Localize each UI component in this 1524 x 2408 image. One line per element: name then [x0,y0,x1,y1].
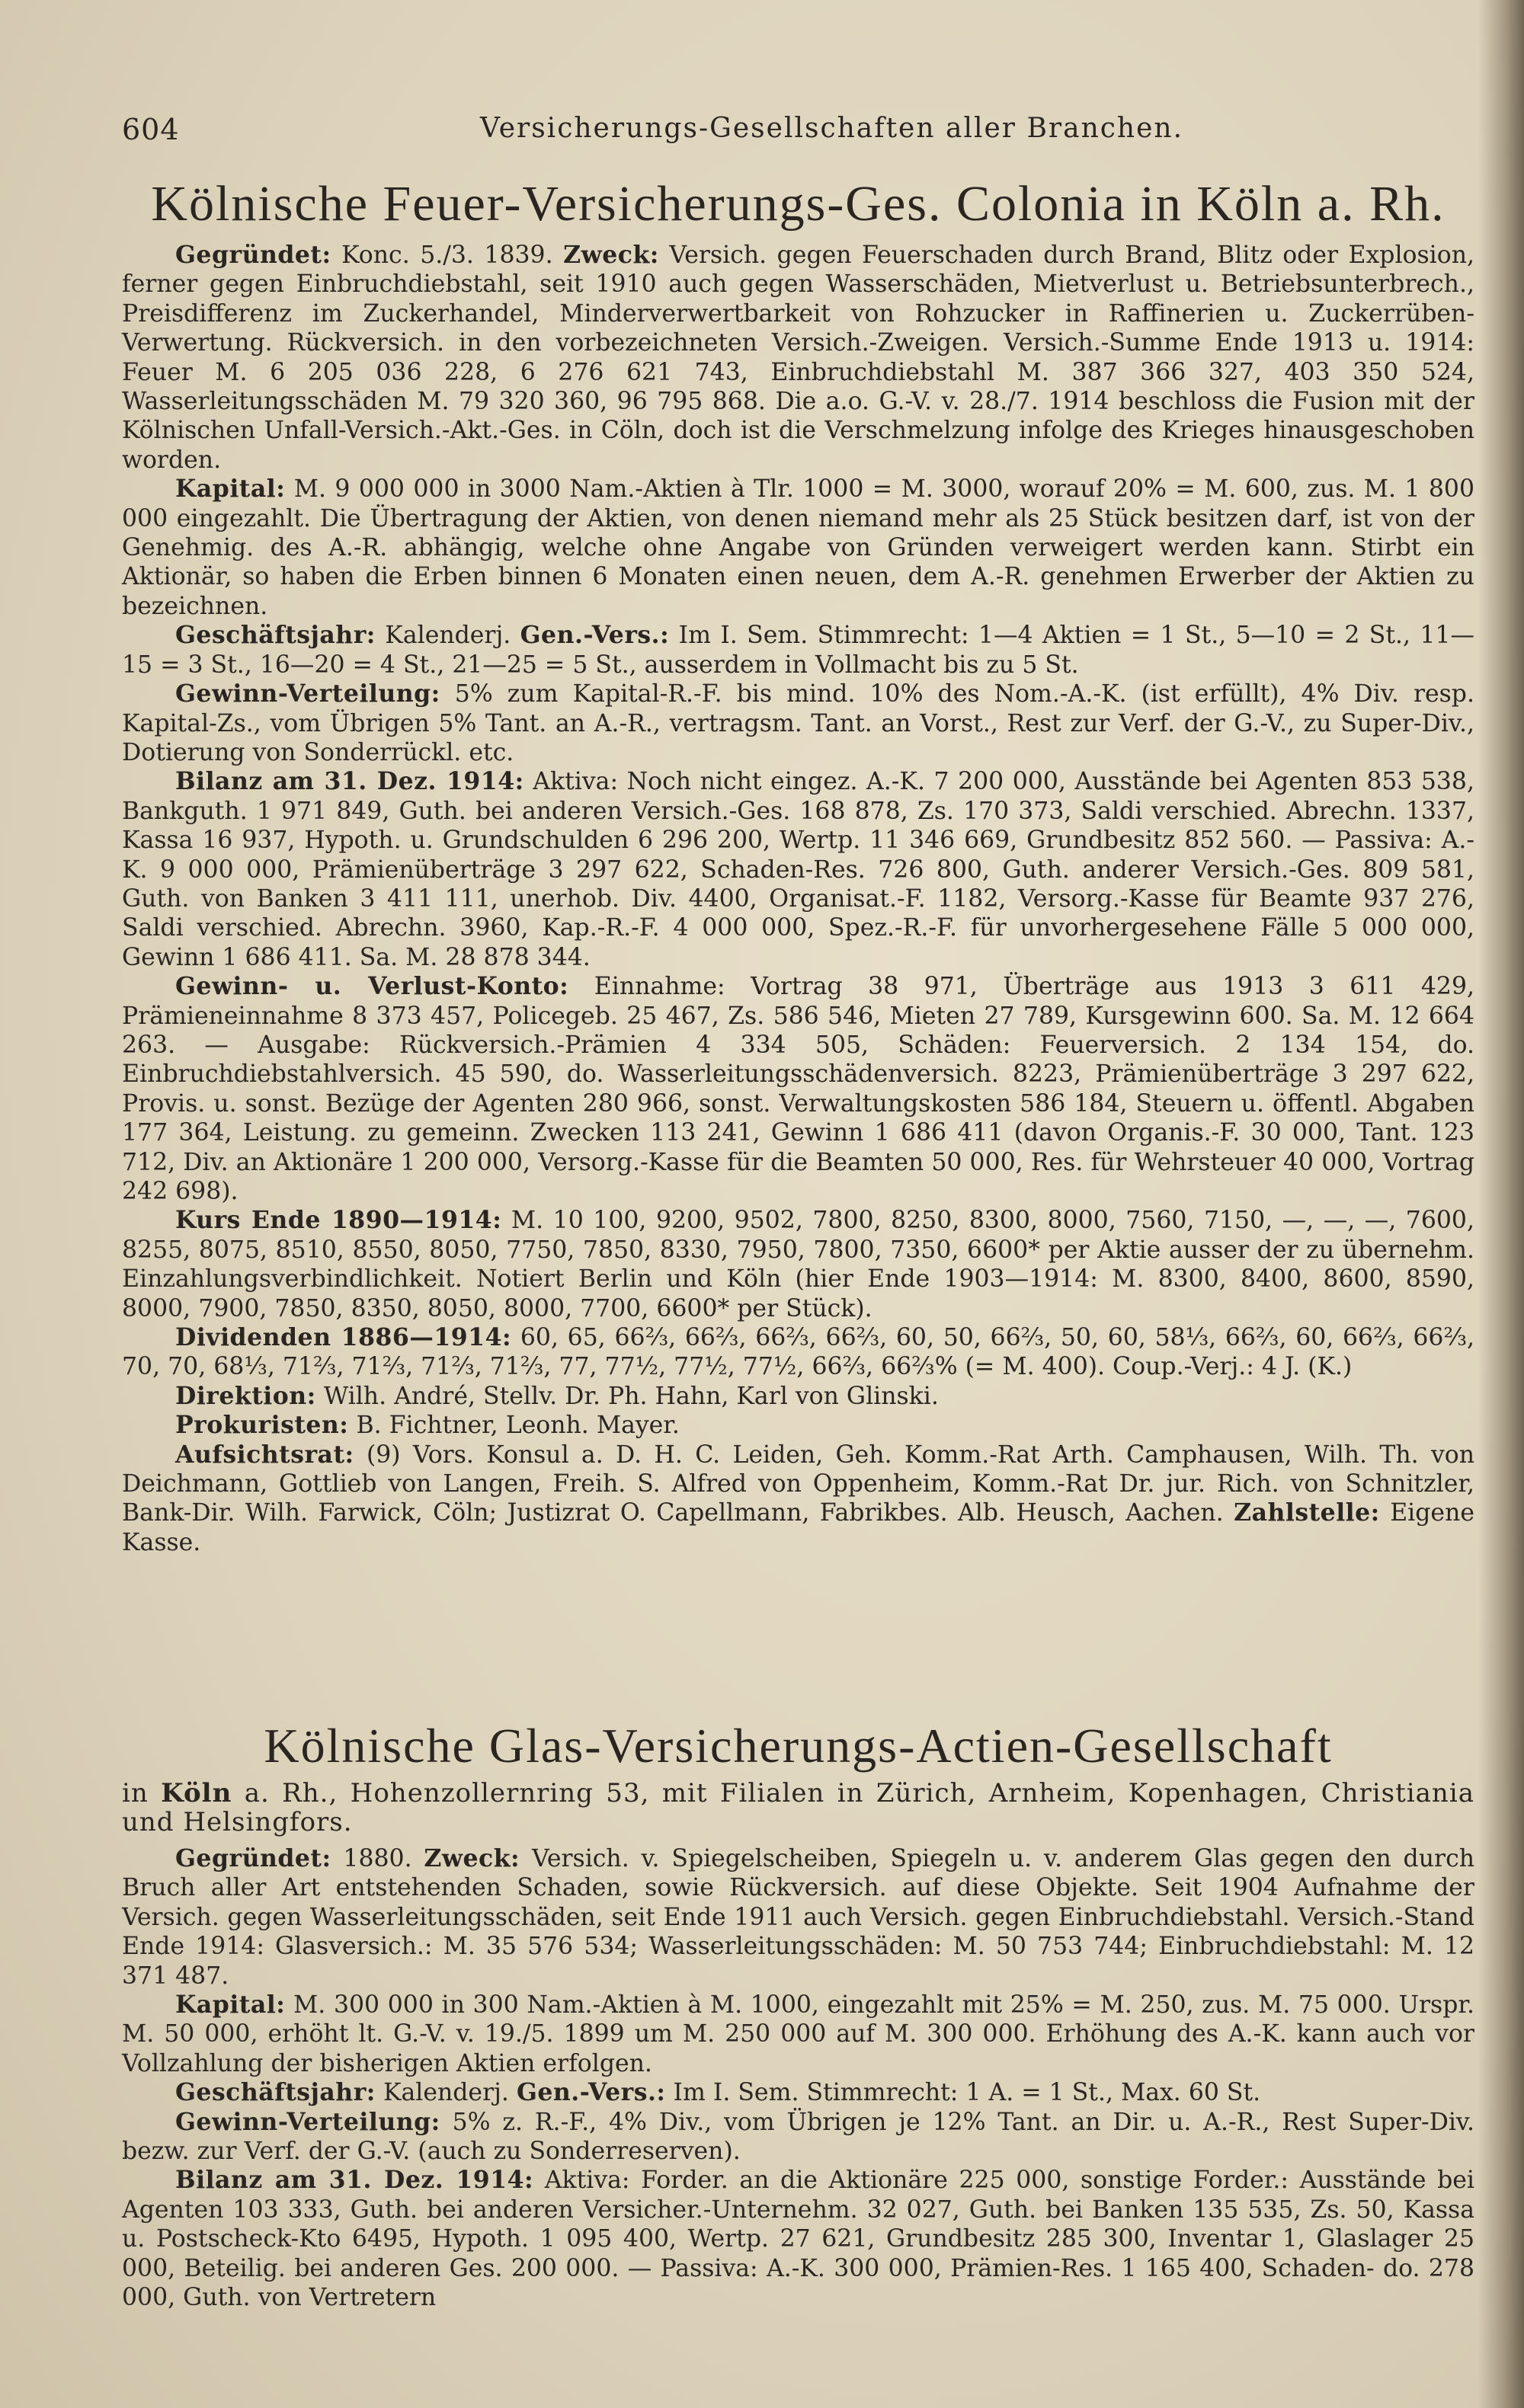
paragraph-label: Aufsichtsrat: [175,1440,354,1469]
paragraph-text: 60, 65, 66⅔, 66⅔, 66⅔, 66⅔, 60, 50, 66⅔, 50, 60, 58⅓, 66⅔, 60, 66⅔, 66⅔, 70, 70, 68⅓, 71⅔, 71⅔, 71⅔, 71⅔, 77, 77½, 77½, 77½, 66⅔, 66⅔% (= M. 400). Coup.-Verj.: 4 J. (K.) [122,1324,1474,1381]
paragraph [122,2108,1474,2167]
paragraph-label: Zahlstelle: [1234,1498,1380,1527]
paragraph [122,972,1474,1206]
paragraph-label: Gegründet: [175,1844,331,1872]
page-number: 604 [122,113,180,146]
paragraph-text: Wilh. André, Stellv. Dr. Ph. Hahn, Karl von Glinski. [315,1382,939,1410]
company-entry-glas [122,1718,1474,2313]
company-title: Kölnische Glas-Versicherungs-Actien-Gesellschaft [264,1719,1333,1773]
paragraph-text: Kalenderj. [375,2079,517,2107]
subtitle-prefix: in [122,1778,162,1808]
paragraph-label: Geschäftsjahr: [175,2078,376,2107]
paragraph-label: Dividenden 1886—1914: [175,1323,512,1352]
paragraph-text: 5% z. R.-F., 4% Div., vom Übrigen je 12% Tant. an Dir. u. A.-R., Rest Super-Div. bezw. zur Verf. der G.-V. (auch zu Sonderreserven). [122,2108,1474,2166]
company-paragraphs [122,241,1474,1557]
paragraph-text: Im I. Sem. Stimmrecht: 1—4 Aktien = 1 St., 5—10 = 2 St., 11—15 = 3 St., 16—20 = 4 St., 21—25 = 5 St., ausserdem in Vollmacht bis zu 5 St. [122,622,1474,679]
subtitle-rest: a. Rh., Hohenzollernring 53, mit Filialen in Zürich, Arnheim, Kopenhagen, Christiania und Helsingfors. [122,1778,1474,1837]
paragraph-text: M. 9 000 000 in 3000 Nam.-Aktien à Tlr. 1000 = M. 3000, worauf 20% = M. 600, zus. M. 1 800 000 eingezahlt. Die Übertragung der Aktien, von denen niemand mehr als 25 Stück besitzen darf, ist von der Genehmig. des A.-R. abhängig, welche ohne Angabe von Gründen verweigert werden kann. Stirbt ein Aktionär, so haben die Erben binnen 6 Monaten einen neuen, dem A.-R. genehmen Erwerber der Aktien zu bezeichnen. [122,475,1474,620]
paragraph-text: Aktiva: Forder. an die Aktionäre 225 000, sonstige Forder.: Ausstände bei Agenten 103 333, Guth. bei anderen Versicher.-Unternehm. 32 027, Guth. bei Banken 135 535, Zs. 50, Kassa u. Postscheck-Kto 6495, Hypoth. 1 095 400, Wertp. 27 621, Grundbesitz 285 300, Inventar 1, Glaslager 25 000, Beteilig. bei anderen Ges. 200 000. — Passiva: A.-K. 300 000, Prämien-Res. 1 165 400, Schaden- do. 278 000, Guth. von Vertretern [122,2167,1474,2312]
running-head: Versicherungs-Gesellschaften aller Branchen. [480,113,1184,144]
paragraph [122,767,1474,972]
paragraph-label: Gewinn-Verteilung: [175,680,440,708]
paragraph-text: Eigene Kasse. [122,1499,1474,1556]
paragraph-text: Im I. Sem. Stimmrecht: 1 A. = 1 St., Max. 60 St. [665,2079,1261,2107]
paragraph [122,475,1474,621]
paragraph-label: Gen.-Vers.: [520,621,670,650]
page-header [122,113,1478,158]
paragraph-text: 5% zum Kapital-R.-F. bis mind. 10% des Nom.-A.-K. (ist erfüllt), 4% Div. resp. Kapital-Zs., vom Übrigen 5% Tant. an A.-R., vertragsm. Tant. an Vorst., Rest zur Verf. der G.-V., zu Super-Div., Dotierung von Sonderrückl. etc. [122,680,1474,766]
paragraph [122,241,1474,475]
paragraph-text: Versich. v. Spiegelscheiben, Spiegeln u. v. anderem Glas gegen den durch Bruch aller Art entstehenden Schaden, sowie Rückversich. auf diese Objekte. Seit 1904 Aufnahme der Versich. gegen Wasserleitungsschäden, seit Ende 1911 auch Versich. gegen Einbruchdiebstahl. Versich.-Stand Ende 1914: Glasversich.: M. 35 576 534; Wasserleitungsschäden: M. 50 753 744; Einbruchdiebstahl: M. 12 371 487. [122,1845,1474,1990]
paragraph-text: (9) Vors. Konsul a. D. H. C. Leiden, Geh. Komm.-Rat Arth. Camphausen, Wilh. Th. von Deichmann, Gottlieb von Langen, Freih. S. Alfred von Oppenheim, Komm.-Rat Dr. jur. Rich. von Schnitzler, Bank-Dir. Wilh. Farwick, Cöln; Justizrat O. Capellmann, Fabrikbes. Alb. Heusch, Aachen. [122,1441,1474,1527]
paragraph-label: Bilanz am 31. Dez. 1914: [175,2166,534,2195]
paragraph [122,680,1474,767]
paragraph-text: Konc. 5./3. 1839. [331,241,564,269]
company-title: Kölnische Feuer-Versicherungs-Ges. Colonia in Köln a. Rh. [151,176,1446,232]
paragraph-label: Zweck: [563,241,659,269]
paragraph-text: M. 300 000 in 300 Nam.-Aktien à M. 1000, eingezahlt mit 25% = M. 250, zus. M. 75 000. Urspr. M. 50 000, erhöht lt. G.-V. v. 19./5. 1899 um M. 250 000 auf M. 300 000. Erhöhung des A.-K. kann auch vor Vollzahlung der bisherigen Aktien erfolgen. [122,1991,1474,2077]
paragraph [122,2078,1474,2107]
paragraph [122,1441,1474,1558]
paragraph-label: Bilanz am 31. Dez. 1914: [175,767,524,796]
page-edge-shadow [1478,0,1524,2408]
paragraph [122,2166,1474,2312]
paragraph-label: Gewinn- u. Verlust-Konto: [175,972,569,1001]
paragraph-text: Einnahme: Vortrag 38 971, Überträge aus 1913 3 611 429, Prämieneinnahme 8 373 457, Policegeb. 25 467, Zs. 586 546, Mieten 27 789, Kursgewinn 600. Sa. M. 12 664 263. — Ausgabe: Rückversich.-Prämien 4 334 505, Schäden: Feuerversich. 2 134 154, do. Einbruchdiebstahlversich. 45 590, do. Wasserleitungsschädenversich. 8223, Prämienüberträge 3 297 622, Provis. u. sonst. Bezüge der Agenten 280 966, sonst. Verwaltungskosten 586 184, Steuern u. öffentl. Abgaben 177 364, Leistung. zu gemeinn. Zwecken 113 241, Gewinn 1 686 411 (davon Organis.-F. 30 000, Tant. 123 712, Div. an Aktionäre 1 200 000, Versorg.-Kasse für die Beamten 50 000, Res. für Wehrsteuer 40 000, Vortrag 242 698). [122,973,1475,1205]
paragraph-label: Zweck: [424,1844,520,1872]
paragraph-label: Gewinn-Verteilung: [175,2107,440,2136]
paragraph [122,1991,1474,2078]
paragraph-label: Kapital: [175,1991,286,2019]
paragraph-label: Prokuristen: [175,1411,349,1440]
paragraph-text: Aktiva: Noch nicht eingez. A.-K. 7 200 000, Ausstände bei Agenten 853 538, Bankguth. 1 971 849, Guth. bei anderen Versich.-Ges. 168 878, Zs. 170 373, Saldi verschied. Abrechn. 1337, Kassa 16 937, Hypoth. u. Grundschulden 6 296 200, Wertp. 11 346 669, Grundbesitz 852 560. — Passiva: A.-K. 9 000 000, Prämienüberträge 3 297 622, Schaden-Res. 726 800, Guth. anderer Versich.-Ges. 809 581, Guth. von Banken 3 411 111, unerhob. Div. 4400, Organisat.-F. 1182, Versorg.-Kasse für Beamte 937 276, Saldi verschied. Abrechn. 3960, Kap.-R.-F. 4 000 000, Spez.-R.-F. für unvorhergesehene Fälle 5 000 000, Gewinn 1 686 411. Sa. M. 28 878 344. [122,768,1474,971]
subtitle-city: Köln [161,1778,232,1808]
paragraph-label: Geschäftsjahr: [175,621,376,650]
company-entry-colonia [122,175,1474,1557]
company-subtitle [122,1779,1474,1837]
paragraph [122,1844,1474,1991]
paragraph-text: Versich. gegen Feuerschaden durch Brand, Blitz oder Explosion, ferner gegen Einbruchdiebstahl, seit 1910 auch gegen Wasserschäden, Mietverlust u. Betriebsunterbrech., Preisdifferenz im Zuckerhandel, Minderverwertbarkeit von Rohzucker in Raffinerien u. Zuckerrüben-Verwertung. Rückversich. in den vorbezeichneten Versich.-Zweigen. Versich.-Summe Ende 1913 u. 1914: Feuer M. 6 205 036 228, 6 276 621 743, Einbruchdiebstahl M. 387 366 327, 403 350 524, Wasserleitungsschäden M. 79 320 360, 96 795 868. Die a.o. G.-V. v. 28./7. 1914 beschloss die Fusion mit der Kölnischen Unfall-Versich.-Akt.-Ges. in Cöln, doch ist die Verschmelzung infolge des Krieges hinausgeschoben worden. [122,241,1474,474]
paragraph [122,1382,1474,1411]
paragraph-text: Kalenderj. [375,622,520,650]
paragraph [122,621,1474,680]
paragraph-label: Kapital: [175,475,286,504]
paragraph-text: B. Fichtner, Leonh. Mayer. [348,1412,680,1440]
paragraph [122,1323,1474,1382]
company-paragraphs [122,1844,1474,2313]
paragraph-label: Gen.-Vers.: [516,2078,666,2107]
paragraph-text: 1880. [331,1845,424,1872]
paragraph [122,1411,1474,1440]
paragraph-text: M. 10 100, 9200, 9502, 7800, 8250, 8300, 8000, 7560, 7150, —, —, —, 7600, 8255, 8075, 8510, 8550, 8050, 7750, 7850, 8330, 7950, 7800, 7350, 6600* per Aktie ausser der zu übernehm. Einzahlungsverbindlichkeit. Notiert Berlin und Köln (hier Ende 1903—1914: M. 8300, 8400, 8600, 8590, 8000, 7900, 7850, 8350, 8050, 8000, 7700, 6600* per Stück). [122,1207,1474,1322]
paragraph-label: Gegründet: [175,241,331,269]
paragraph-label: Direktion: [175,1381,316,1410]
paragraph-label: Kurs Ende 1890—1914: [175,1206,502,1235]
paragraph [122,1206,1474,1323]
